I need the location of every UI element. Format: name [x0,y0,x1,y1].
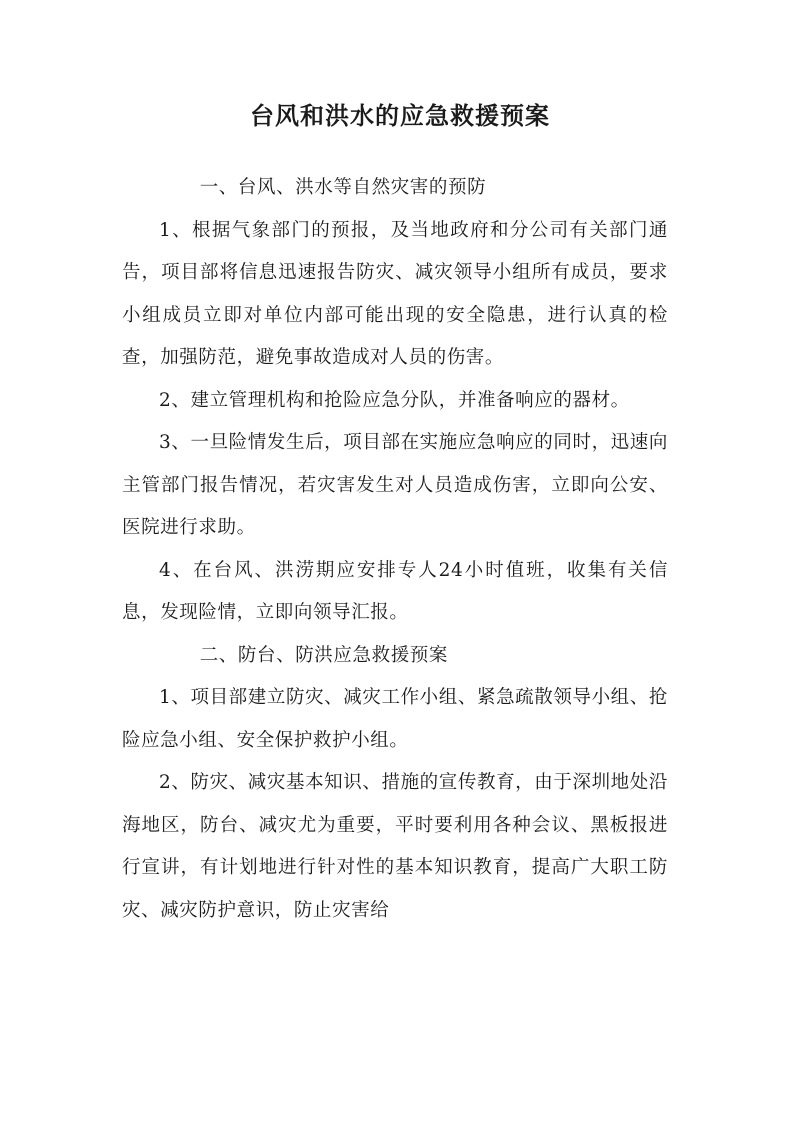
paragraph-2-2: 2、防灾、减灾基本知识、措施的宣传教育，由于深圳地处沿海地区，防台、减灾尤为重要，平时要利用各种会议、黑板报进行宣讲，有计划地进行针对性的基本知识教育，提高广大职工防灾、减灾防护意识，防止灾害给 [122,772,668,921]
paragraph-1-4: 4、在台风、洪涝期应安排专人24小时值班，收集有关信息，发现险情，立即向领导汇报。 [122,559,668,623]
paragraph-1-2: 2、建立管理机构和抢险应急分队，并准备响应的器材。 [159,389,630,411]
section-heading-2: 二、防台、防洪应急救援预案 [199,644,448,666]
paragraph-1-3: 3、一旦险情发生后，项目部在实施应急响应的同时，迅速向主管部门报告情况，若灾害发生对人员造成伤害，立即向公安、医院进行求助。 [122,432,668,538]
document-body [122,167,668,932]
paragraph-2-1: 1、项目部建立防灾、减灾工作小组、紧急疏散领导小组、抢险应急小组、安全保护救护小组。 [122,687,668,751]
document-title: 台风和洪水的应急救援预案 [250,101,550,130]
paragraph-1-1: 1、根据气象部门的预报，及当地政府和分公司有关部门通告，项目部将信息迅速报告防灾、减灾领导小组所有成员，要求小组成员立即对单位内部可能出现的安全隐患，进行认真的检查，加强防范，避免事故造成对人员的伤害。 [122,219,668,368]
section-heading-1: 一、台风、洪水等自然灾害的预防 [199,177,487,198]
